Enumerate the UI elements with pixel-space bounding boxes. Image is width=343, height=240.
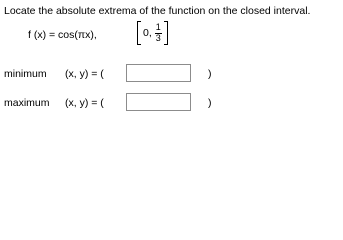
minimum-answer-input[interactable] — [126, 64, 191, 82]
interval-end-fraction — [155, 23, 162, 43]
maximum-coord-prefix: (x, y) = ( — [65, 97, 104, 109]
right-bracket — [164, 21, 168, 45]
fraction-denominator: 3 — [155, 33, 161, 43]
maximum-row — [4, 93, 334, 113]
function-expression: f (x) = cos(πx), — [28, 29, 97, 41]
fraction-numerator: 1 — [155, 22, 161, 32]
minimum-coord-prefix: (x, y) = ( — [65, 68, 104, 80]
maximum-answer-input[interactable] — [126, 93, 191, 111]
minimum-close-paren: ) — [208, 68, 212, 80]
minimum-label: minimum — [4, 68, 47, 80]
minimum-row — [4, 64, 334, 84]
closed-interval — [137, 21, 168, 45]
maximum-close-paren: ) — [208, 97, 212, 109]
maximum-label: maximum — [4, 97, 50, 109]
interval-start: 0, — [143, 27, 152, 39]
problem-instruction: Locate the absolute extrema of the function on the closed interval. — [4, 5, 311, 17]
